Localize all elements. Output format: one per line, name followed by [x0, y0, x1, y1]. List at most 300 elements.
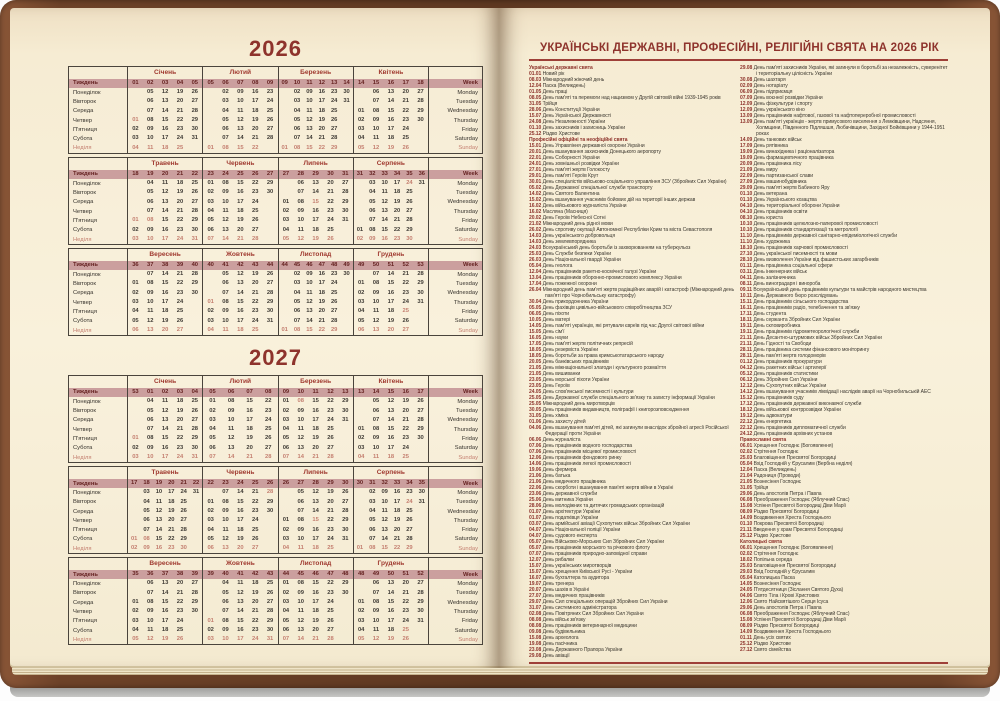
day-group — [127, 397, 202, 406]
holiday-name: День Державного Прапора України — [542, 647, 623, 653]
day-group — [202, 535, 277, 544]
day-cell: 30 — [266, 507, 274, 514]
holiday-name: День військової контррозвідки України — [753, 407, 841, 413]
day-cell: 15 — [161, 598, 169, 605]
day-group — [202, 579, 277, 588]
holiday-date: 17.12 — [740, 401, 753, 407]
week-number-row — [69, 479, 482, 489]
day-cell: 05 — [357, 144, 365, 151]
day-cell: 08 — [222, 299, 229, 306]
day-cell: 11 — [147, 626, 154, 633]
holiday-date: 21.09 — [740, 167, 753, 173]
holiday-name: День миру — [753, 167, 778, 173]
day-cell: 02 — [132, 126, 139, 133]
day-cell — [187, 635, 202, 644]
weekday-label-en: Sunday — [428, 326, 482, 335]
holiday-name: Воздвиження Хреста Господнього — [753, 515, 831, 521]
week-number: 29 — [327, 479, 334, 486]
weekday-label: Середа — [73, 108, 94, 115]
day-cell: 26 — [251, 217, 259, 224]
day-cell: 30 — [191, 126, 199, 133]
day-group — [353, 307, 428, 316]
holiday-date: 29.01 — [529, 173, 542, 179]
holiday-name: День фармацевтичного працівника — [753, 155, 834, 161]
day-group — [202, 226, 277, 235]
day-cell: 27 — [264, 444, 272, 451]
year-title: 2026 — [249, 36, 302, 61]
day-cell: 23 — [327, 207, 334, 214]
week-number: 39 — [176, 261, 184, 268]
day-cell: 13 — [161, 416, 169, 423]
holiday-date: 27.10 — [740, 251, 753, 257]
day-cell: 23 — [176, 226, 184, 233]
weekday-row — [69, 516, 482, 525]
holiday-date: 21.04 — [740, 473, 753, 479]
day-cell: 05 — [369, 517, 376, 524]
day-cell: 24 — [327, 217, 334, 224]
day-cell: 19 — [237, 535, 244, 542]
day-cell — [203, 270, 218, 279]
holiday-date: 01.10 — [740, 521, 753, 527]
holiday-date: 20.01 — [529, 149, 542, 155]
day-cell: 28 — [264, 454, 272, 461]
day-cell: 22 — [327, 517, 334, 524]
weekday-label: Середа — [73, 290, 94, 297]
day-cell: 11 — [228, 426, 235, 433]
day-cell: 29 — [406, 226, 413, 233]
day-cell — [263, 526, 278, 535]
holiday-name: Міжнародний жіночий день — [542, 77, 605, 83]
holiday-entry — [740, 65, 948, 77]
day-cell: 22 — [402, 107, 409, 114]
day-cell: 16 — [161, 608, 169, 615]
holiday-date: 18.11 — [740, 317, 752, 323]
weekday-label: Вівторок — [73, 590, 96, 597]
day-cell: 18 — [312, 545, 319, 552]
month-title: Лютий — [229, 378, 252, 386]
day-cell: 08 — [297, 517, 304, 524]
day-cell: 18 — [318, 289, 326, 296]
day-cell: 22 — [327, 398, 334, 405]
holiday-name: День працівників сільського господарства — [753, 299, 849, 305]
day-group — [353, 317, 428, 326]
day-cell: 04 — [282, 426, 290, 433]
holiday-name: День банківських працівників — [542, 359, 609, 365]
weekday-label: Понеділок — [73, 398, 101, 405]
day-cell: 24 — [402, 299, 409, 306]
month-title: Лютий — [229, 69, 252, 76]
day-cell — [203, 134, 218, 143]
day-cell — [340, 144, 352, 153]
holiday-date: 06.08 — [740, 497, 753, 503]
day-cell: 21 — [402, 589, 409, 596]
day-cell: 09 — [147, 608, 154, 615]
week-number: 46 — [306, 261, 313, 268]
day-group — [202, 134, 277, 143]
week-number: 12 — [327, 388, 334, 395]
month-name-row — [69, 558, 482, 570]
day-cell: 31 — [417, 299, 424, 306]
weekday-label: П'ятниця — [73, 126, 97, 133]
month-name-group — [202, 249, 277, 261]
day-group — [202, 498, 277, 507]
day-cell — [279, 298, 291, 307]
month-name-group — [278, 376, 353, 388]
day-cell: 15 — [306, 144, 313, 151]
month-name-group — [202, 158, 277, 170]
day-cell: 19 — [318, 116, 326, 123]
weekday-label: П'ятниця — [73, 217, 97, 224]
week-number: 44 — [281, 261, 288, 268]
weekday-label: Четвер — [73, 117, 93, 124]
weekday-label-en: Thursday — [428, 207, 482, 216]
holiday-name: Різдво Христове — [753, 533, 791, 539]
day-cell: 13 — [387, 89, 395, 95]
holiday-date: 30.08 — [740, 77, 753, 83]
day-cell: 05 — [143, 507, 150, 514]
day-cell: 16 — [312, 407, 319, 414]
holiday-date: 24.01 — [529, 161, 542, 167]
week-number: 32 — [369, 170, 376, 177]
day-cell: 24 — [264, 416, 272, 423]
day-cell — [203, 97, 218, 106]
day-cell: 13 — [306, 308, 313, 315]
day-cell — [190, 526, 202, 535]
holiday-date: 01.12 — [740, 359, 753, 365]
day-cell: 23 — [406, 489, 413, 496]
month-name-group — [127, 158, 202, 170]
day-cell — [340, 279, 352, 288]
holiday-date: 01.11 — [740, 635, 752, 641]
day-cell: 15 — [237, 144, 244, 151]
month-name-group — [278, 249, 353, 261]
weekday-label-en: Monday — [428, 270, 482, 279]
week-number: 53 — [132, 388, 139, 395]
holiday-day-cell: 01 — [207, 617, 214, 624]
day-cell: 04 — [147, 180, 154, 187]
day-cell: 02 — [130, 545, 138, 552]
day-cell: 10 — [147, 299, 154, 306]
day-cell: 16 — [387, 608, 395, 615]
weekday-label-en: Tuesday — [428, 97, 482, 106]
weekday-label: П'ятниця — [73, 436, 97, 443]
holiday-date: 02.02 — [740, 449, 753, 455]
weekday-label: Четвер — [73, 517, 93, 524]
holiday-name: День державної служби — [542, 491, 598, 497]
day-cell: 25 — [327, 545, 334, 552]
week-number: 22 — [192, 479, 200, 486]
holiday-name: Стрітення Господнє — [753, 551, 799, 557]
day-cell: 03 — [357, 617, 365, 624]
day-cell — [413, 307, 428, 316]
day-cell: 10 — [372, 126, 380, 133]
day-cell: 08 — [147, 435, 154, 442]
day-cell — [263, 207, 278, 216]
day-cell: 09 — [297, 407, 304, 414]
day-cell — [416, 507, 428, 516]
week-number: 04 — [176, 79, 184, 86]
holiday-date: 04.11 — [740, 275, 752, 281]
day-cell: 11 — [222, 207, 229, 214]
holiday-date: 05.12 — [740, 371, 753, 377]
month-title: Січень — [154, 69, 177, 76]
day-group — [353, 516, 428, 525]
day-cell: 17 — [312, 416, 319, 423]
weekday-label: Понеділок — [73, 89, 101, 96]
day-cell: 24 — [176, 454, 184, 461]
day-cell — [128, 107, 143, 116]
day-cell: 29 — [266, 617, 274, 624]
month-title: Серпень — [376, 160, 405, 168]
day-group — [278, 498, 353, 507]
weekday-label-en: Monday — [428, 488, 482, 497]
week-number: 22 — [191, 170, 199, 177]
holiday-name: День скловиробника — [753, 323, 801, 329]
holiday-name: День пам'яті захисників України, які загинули в боротьбі за незалежність, суверенітет і територіальну цілісність України — [753, 65, 948, 77]
holiday-date: 15.07 — [529, 113, 542, 119]
day-group — [202, 607, 277, 616]
holiday-name: День матері — [542, 317, 570, 323]
holiday-name: День українських миротворців — [542, 563, 612, 569]
holiday-name: День захисту дітей — [542, 419, 586, 425]
day-cell — [279, 270, 291, 279]
day-cell: 08 — [293, 326, 301, 333]
week-number-group — [278, 170, 353, 180]
day-cell — [338, 453, 353, 462]
day-cell: 26 — [180, 507, 187, 514]
day-cell: 27 — [251, 545, 259, 552]
day-cell: 15 — [237, 498, 244, 505]
day-cell: 04 — [209, 426, 216, 433]
holiday-name: Вхід Господній у Єрусалим — [753, 569, 815, 575]
day-cell — [128, 579, 143, 588]
day-cell: 02 — [132, 226, 139, 233]
holiday-date: 14.05 — [529, 323, 542, 329]
day-group — [353, 617, 428, 626]
day-cell: 23 — [176, 126, 184, 133]
day-group — [353, 279, 428, 288]
holiday-name: День медичного працівника — [542, 479, 606, 485]
day-group — [353, 635, 428, 644]
day-cell: 05 — [132, 317, 139, 324]
week-row-label-en: Week — [428, 79, 482, 89]
day-cell: 10 — [297, 598, 304, 605]
day-cell: 28 — [327, 454, 334, 461]
day-cell — [187, 626, 202, 635]
day-cell: 01 — [132, 598, 139, 605]
holiday-name: День авіації — [542, 653, 570, 659]
weekday-row — [69, 125, 482, 134]
day-group — [202, 544, 277, 553]
day-cell: 18 — [393, 189, 401, 196]
holiday-column-right — [740, 65, 948, 659]
holiday-date: 21.06 — [529, 473, 542, 479]
day-cell: 16 — [155, 545, 163, 552]
week-number-group — [202, 388, 277, 398]
day-group — [127, 116, 202, 125]
weekday-label: Неділя — [73, 327, 92, 334]
holiday-section-header: Професійні офіційні та неофіційні свята — [529, 137, 628, 143]
day-group — [127, 607, 202, 616]
day-cell: 24 — [251, 517, 259, 524]
month-title: Листопад — [299, 251, 332, 259]
day-group — [353, 144, 428, 153]
day-cell — [413, 635, 428, 644]
holiday-name: День нотаріату — [753, 83, 788, 89]
day-group — [202, 434, 277, 443]
holiday-name: День Державної спеціальної служби транспорту — [542, 185, 653, 191]
day-cell: 04 — [222, 580, 229, 587]
day-cell: 19 — [393, 198, 401, 205]
day-group — [278, 635, 353, 644]
weekday-label-en: Tuesday — [428, 498, 482, 507]
day-cell: 11 — [381, 507, 388, 514]
day-group — [127, 326, 202, 335]
day-cell: 12 — [306, 116, 313, 123]
day-cell: 01 — [132, 280, 139, 287]
holiday-name: День адвокатури — [753, 413, 793, 419]
day-group — [353, 97, 428, 106]
day-group — [353, 626, 428, 635]
day-cell: 20 — [237, 226, 244, 233]
week-number: 16 — [387, 79, 395, 86]
holiday-date: 14.02 — [529, 191, 542, 197]
quarter-table — [68, 375, 483, 463]
day-cell: 24 — [402, 444, 409, 451]
holiday-date: 13.04 — [529, 275, 542, 281]
holiday-date: 17.04 — [529, 281, 542, 287]
day-cell: 27 — [176, 326, 184, 333]
day-cell: 02 — [293, 271, 301, 278]
day-group — [202, 107, 277, 116]
day-group — [278, 144, 353, 153]
week-number: 39 — [207, 570, 214, 577]
holiday-date: 16.11 — [740, 305, 752, 311]
day-cell — [354, 216, 366, 225]
day-group — [278, 317, 353, 326]
month-title: Квітень — [378, 378, 404, 386]
holiday-date: 27.09 — [740, 179, 753, 185]
holiday-date: 05.04 — [529, 263, 542, 269]
holiday-date: 22.12 — [740, 425, 753, 431]
weekday-label-en: Wednesday — [428, 507, 482, 516]
day-cell: 21 — [176, 589, 184, 596]
holiday-day-cell: 25 — [402, 308, 409, 315]
page-stack-edge — [12, 668, 988, 675]
weekday-row — [69, 317, 482, 326]
day-cell: 23 — [327, 407, 334, 414]
weekday-label-en: Sunday — [428, 635, 482, 644]
week-number-group — [278, 570, 353, 580]
week-row-label: Тиждень — [73, 571, 98, 578]
day-cell: 07 — [207, 235, 214, 242]
holiday-date: 22.01 — [529, 155, 542, 161]
month-name-group — [202, 376, 277, 388]
day-cell: 26 — [330, 116, 338, 123]
day-cell: 20 — [393, 207, 401, 214]
day-cell: 13 — [237, 280, 244, 287]
holiday-date: 19.09 — [740, 149, 753, 155]
day-cell: 08 — [369, 545, 376, 552]
holiday-name: День пам'яті Героїв Крут — [542, 173, 599, 179]
holiday-name: День енергетика — [753, 419, 792, 425]
day-cell — [187, 326, 202, 335]
month-name-group — [202, 558, 277, 570]
day-group — [353, 326, 428, 335]
week-number: 53 — [417, 261, 424, 268]
holiday-name: День працівників гідрометеорологічної служби — [753, 329, 860, 335]
day-cell: 18 — [393, 507, 401, 514]
month-name-group — [202, 67, 277, 79]
week-number: 38 — [161, 261, 169, 268]
day-cell: 24 — [402, 617, 409, 624]
day-cell: 14 — [161, 271, 169, 278]
day-group — [202, 298, 277, 307]
day-cell: 08 — [369, 226, 376, 233]
day-group — [127, 88, 202, 97]
day-cell: 05 — [207, 535, 214, 542]
day-cell: 29 — [417, 107, 424, 114]
day-cell: 26 — [402, 636, 409, 643]
holiday-name: День Героїв Небесної Сотні — [542, 215, 606, 221]
day-cell: 27 — [191, 98, 199, 105]
day-cell: 07 — [282, 636, 290, 643]
day-cell: 14 — [222, 235, 229, 242]
holiday-date: 21.11 — [740, 527, 752, 533]
day-cell: 21 — [176, 271, 184, 278]
day-cell: 23 — [264, 407, 272, 414]
holiday-date: 01.06 — [529, 419, 542, 425]
day-cell: 12 — [237, 116, 244, 123]
week-number: 18 — [132, 170, 139, 177]
day-cell: 12 — [312, 489, 319, 496]
day-cell: 19 — [387, 144, 395, 151]
week-number: 36 — [132, 261, 139, 268]
day-cell: 02 — [209, 407, 216, 414]
day-cell: 10 — [372, 444, 380, 451]
holiday-date: 24.12 — [740, 431, 753, 437]
holiday-date: 13.09 — [740, 113, 753, 119]
weekday-label: Середа — [73, 508, 94, 515]
day-cell: 25 — [264, 426, 272, 433]
day-cell: 22 — [176, 435, 184, 442]
day-group — [353, 226, 428, 235]
holiday-date: 23.05 — [529, 383, 542, 389]
holiday-date: 20.09 — [740, 161, 753, 167]
holiday-day-cell: 15 — [312, 517, 319, 524]
day-cell: 23 — [266, 89, 274, 95]
day-cell: 29 — [342, 517, 349, 524]
day-cell: 09 — [297, 526, 304, 533]
day-cell: 08 — [372, 426, 380, 433]
day-cell: 20 — [246, 444, 253, 451]
week-number: 17 — [417, 388, 424, 395]
holiday-name: День працівників стандартизації та метрології — [753, 227, 858, 233]
day-cell: 04 — [207, 207, 214, 214]
day-cell — [416, 235, 428, 244]
day-cell: 15 — [387, 426, 395, 433]
day-cell: 06 — [147, 580, 154, 587]
holiday-date: 08.08 — [529, 617, 542, 623]
day-cell: 30 — [342, 589, 349, 596]
holiday-date: 22.06 — [529, 485, 542, 491]
day-cell: 23 — [176, 289, 184, 296]
day-cell — [203, 289, 218, 298]
day-cell: 17 — [393, 180, 401, 187]
week-number: 18 — [143, 479, 150, 486]
day-cell: 03 — [282, 217, 290, 224]
holiday-name: День партизанської слави — [753, 173, 813, 179]
